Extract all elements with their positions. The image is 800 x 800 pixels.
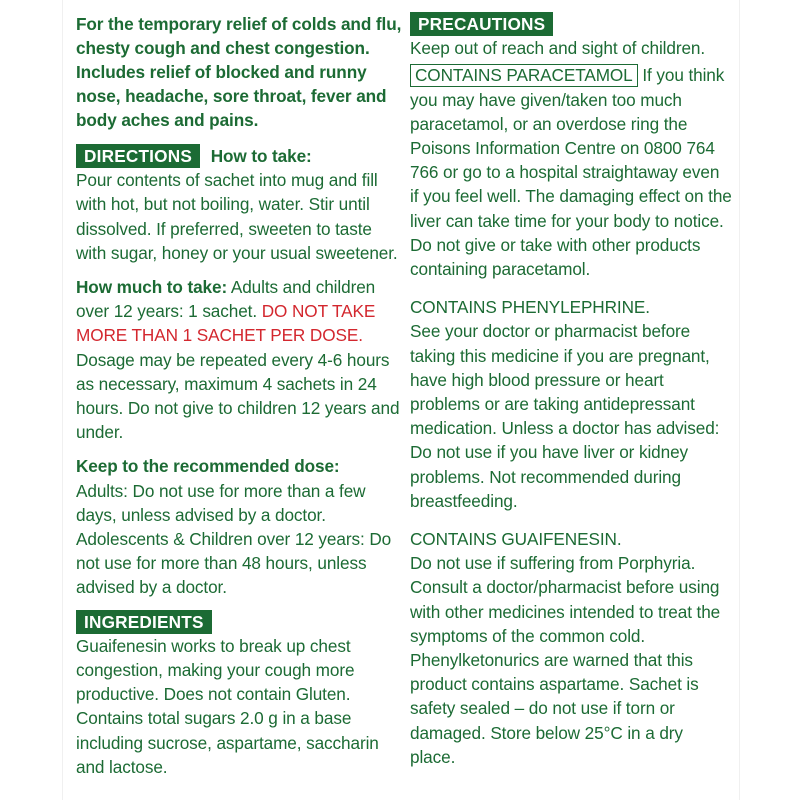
- phenylephrine-heading: CONTAINS PHENYLEPHRINE.: [410, 297, 650, 318]
- directions-header: DIRECTIONS: [76, 144, 200, 168]
- precautions-heading-row: [410, 12, 732, 36]
- paracetamol-paragraph: [410, 63, 732, 281]
- adolescents-text: Adolescents & Children over 12 years: Do not use for more than 48 hours, unless advised by a doctor.: [76, 529, 392, 598]
- ingredients-heading-row: [76, 610, 402, 634]
- ingredients-text: Guaifenesin works to break up chest congestion, making your cough more productive. Does not contain Gluten. Contains total sugars 2.0 g in a base including sucrose, aspartame, saccharin and lactose.: [76, 635, 379, 777]
- dose-warning: DO NOT TAKE MORE THAN 1 SACHET PER DOSE.: [76, 301, 376, 346]
- ingredients-header: INGREDIENTS: [76, 610, 212, 634]
- how-much-heading: How much to take:: [76, 277, 228, 298]
- precautions-header: PRECAUTIONS: [410, 12, 553, 36]
- adults-text: Adults: Do not use for more than a few days, unless advised by a doctor.: [76, 480, 366, 525]
- right-column: [410, 12, 732, 769]
- intro-text: For the temporary relief of colds and flu, chesty cough and chest congestion. Includes relief of blocked and runny nose, headache, sore throat, fever and body aches and pains.: [76, 14, 402, 130]
- dosage-text: Dosage may be repeated every 4-6 hours as necessary, maximum 4 sachets in 24 hours. Do not give to children 12 years and under.: [76, 349, 400, 443]
- how-much-paragraph: [76, 275, 402, 444]
- how-to-take-heading: How to take:: [210, 146, 312, 166]
- paracetamol-box: CONTAINS PARACETAMOL: [410, 64, 638, 87]
- keep-out-text: Keep out of reach and sight of children.: [410, 38, 706, 59]
- keep-dose-heading: Keep to the recommended dose:: [76, 456, 340, 477]
- guaifenesin-heading: CONTAINS GUAIFENESIN.: [410, 529, 622, 550]
- how-to-take-text: Pour contents of sachet into mug and fill with hot, but not boiling, water. Stir until dissolved. If preferred, sweeten to taste with sugar, honey or your usual sweetener.: [76, 170, 398, 263]
- guaifenesin-text: Do not use if suffering from Porphyria. Consult a doctor/pharmacist before using with other medicines intended to treat the symptoms of the common cold. Phenylketonurics are warned that this product contains aspartame. Sachet is safety sealed – do not use if torn or damaged. Store below 25°C in a dry place.: [410, 553, 721, 767]
- paracetamol-text: If you think you may have given/taken too much paracetamol, or an overdose ring the Poisons Information Centre on 0800 764 766 or go to a hospital straightaway even if you feel well. The damaging effect on the liver can take time for your body to notice. Do not give or take with other products containing paracetamol.: [410, 65, 732, 280]
- directions-heading-row: [76, 144, 402, 168]
- how-much-text: Adults and children over 12 years: 1 sachet.: [76, 277, 376, 322]
- phenylephrine-text: See your doctor or pharmacist before taking this medicine if you are pregnant, have high blood pressure or heart problems or are taking antidepressant medication. Unless a doctor has advised: Do not use if you have liver or kidney problems. Not recommended during breastfeeding.: [410, 321, 720, 511]
- left-column: [76, 12, 402, 779]
